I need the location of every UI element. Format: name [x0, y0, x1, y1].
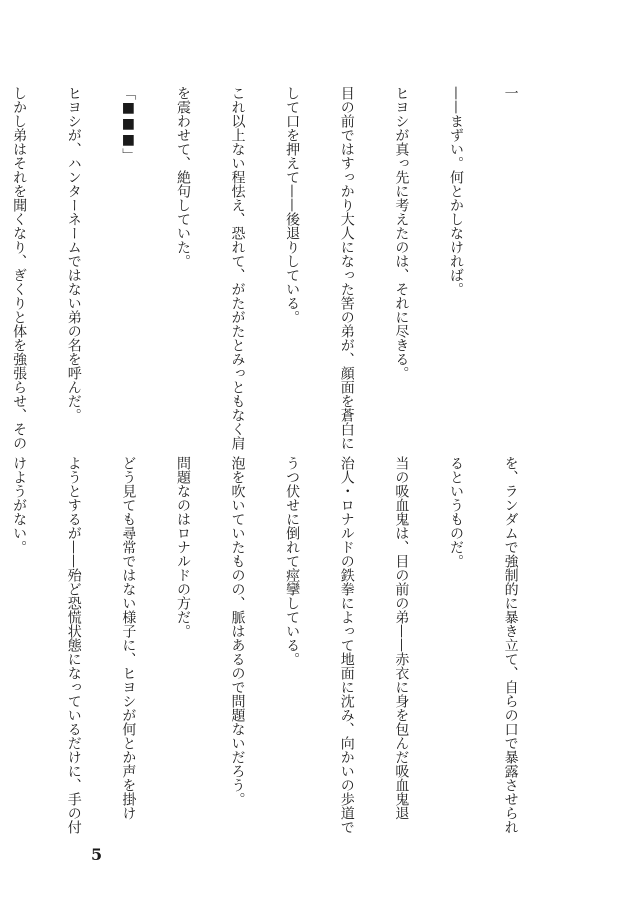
text-line: ヒヨシが、ハンターネームではない弟の名を呼んだ。 [65, 86, 82, 422]
text-line: けようがない。 [11, 456, 28, 554]
text-line: を、ランダムで強制的に暴き立て、自らの口で暴露させられ [502, 456, 519, 834]
chapter-mark: 一 [502, 86, 519, 100]
text-line: うつ伏せに倒れて痙攣している。 [284, 456, 301, 666]
page-number: 5 [91, 845, 103, 864]
text-line: して口を押えて——後退りしている。 [284, 86, 301, 324]
text-line: ヒヨシが真っ先に考えたのは、それに尽きる。 [393, 86, 410, 380]
text-line: 治人・ロナルドの鉄拳によって地面に沈み、向かいの歩道で [338, 456, 355, 834]
text-line: 問題なのはロナルドの方だ。 [174, 456, 191, 638]
chapter-mark-anchor [530, 84, 550, 85]
text-line: ようとするが——殆ど恐慌状態になっているだけに、手の付 [65, 456, 82, 834]
text-line: を震わせて、絶句していた。 [174, 86, 191, 268]
text-line: 「■■■」 [120, 86, 137, 162]
text-line: 泡を吹いていたものの、脈はあるので問題ないだろう。 [229, 456, 246, 806]
text-block-lower [0, 456, 556, 834]
text-line: どう見ても尋常ではない様子に、ヒヨシが何とか声を掛け [120, 456, 137, 820]
text-line: ——まずい。何とかしなければ。 [447, 86, 464, 296]
text-block-upper [0, 86, 556, 450]
text-line: これ以上ない程怯え、恐れて、がたがたとみっともなく肩 [229, 86, 246, 450]
text-line: るというものだ。 [447, 456, 464, 568]
text-line: しかし弟はそれを聞くなり、ぎくりと体を強張らせ、その [11, 86, 28, 450]
text-line: 目の前ではすっかり大人になった筈の弟が、顔面を蒼白に [338, 86, 355, 450]
text-line: 当の吸血鬼は、目の前の弟——赤衣に身を包んだ吸血鬼退 [393, 456, 410, 820]
